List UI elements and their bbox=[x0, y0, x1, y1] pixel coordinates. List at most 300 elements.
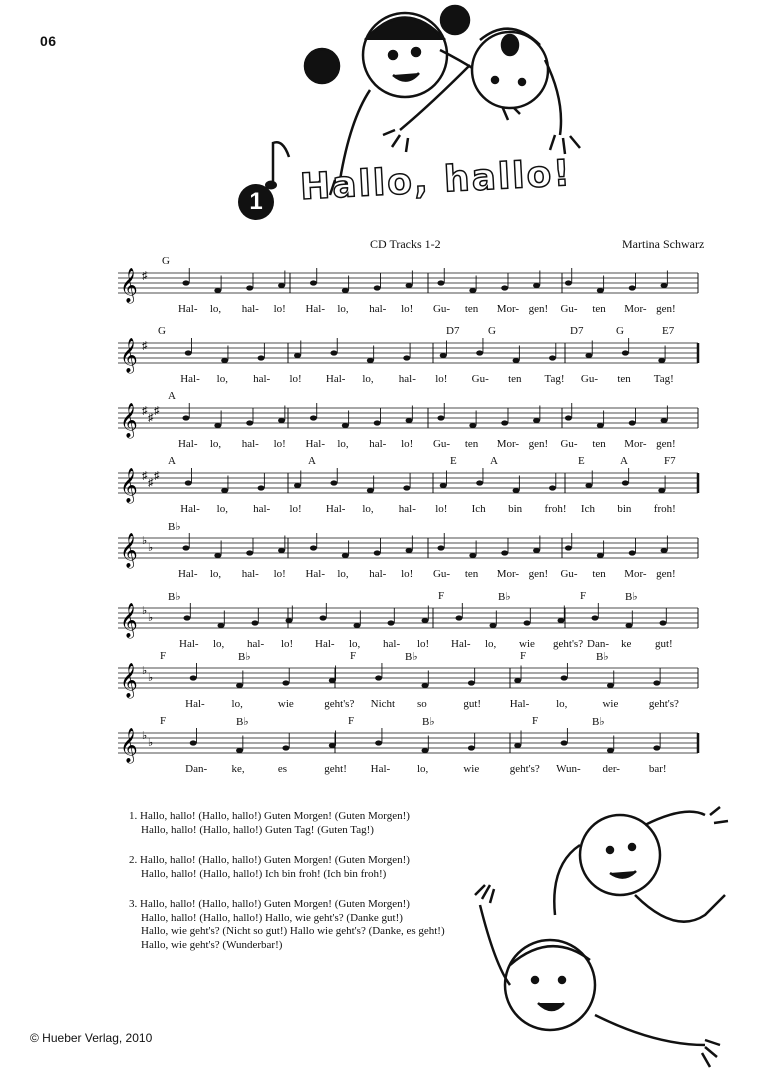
note-head bbox=[597, 423, 604, 428]
verse-line: Hallo, hallo! (Hallo, hallo!) Guten Tag! (Guten Tag!) bbox=[141, 823, 374, 836]
note-head bbox=[329, 678, 336, 683]
lyric-syllable: wie bbox=[277, 698, 294, 710]
note-head bbox=[653, 680, 660, 685]
lyric-syllable: lo, bbox=[209, 303, 222, 315]
note-head bbox=[514, 678, 521, 683]
lyric-syllable: Dan- bbox=[185, 763, 208, 775]
chord-symbol: B♭ bbox=[592, 716, 605, 728]
note-head bbox=[342, 423, 349, 428]
lyric-syllable: Gu- bbox=[432, 568, 451, 580]
note-head bbox=[592, 615, 599, 620]
chord-symbol: E bbox=[450, 455, 457, 467]
lyric-syllable: hal- bbox=[241, 438, 259, 450]
note-head bbox=[406, 283, 413, 288]
lyric-syllable: lo! bbox=[435, 373, 448, 385]
lyric-syllable: hal- bbox=[369, 568, 387, 580]
chord-symbol: G bbox=[158, 325, 166, 337]
note-head bbox=[558, 618, 565, 623]
note-head bbox=[190, 740, 197, 745]
note-head bbox=[246, 550, 253, 555]
lyric-syllable: Tag! bbox=[544, 373, 565, 385]
note-head bbox=[422, 618, 429, 623]
note-head bbox=[310, 545, 317, 550]
lyric-syllable: ten bbox=[464, 568, 479, 580]
lyric-syllable: Hal- bbox=[305, 568, 325, 580]
lyric-syllable: Hal- bbox=[177, 568, 198, 580]
lyric-syllable: lo, bbox=[556, 698, 568, 710]
lyric-syllable: ten bbox=[464, 303, 479, 315]
lyric-syllable: gen! bbox=[528, 438, 549, 450]
verse-line: Hallo, wie geht's? (Nicht so gut!) Hallo wie geht's? (Danke, es geht!) bbox=[141, 925, 445, 937]
note-head bbox=[388, 620, 395, 625]
lyric-syllable: lo, bbox=[231, 698, 243, 710]
chord-symbol: B♭ bbox=[405, 651, 418, 663]
lyric-syllable: Hal- bbox=[305, 438, 325, 450]
chord-symbol: A bbox=[490, 455, 498, 467]
note-head bbox=[406, 548, 413, 553]
lyric-syllable: geht's? bbox=[648, 698, 679, 710]
note-head bbox=[629, 550, 636, 555]
lyric-syllable: hal- bbox=[383, 638, 401, 650]
copyright-notice: © Hueber Verlag, 2010 bbox=[30, 1031, 153, 1045]
lyric-syllable: Mor- bbox=[624, 303, 647, 315]
lyric-syllable: Gu- bbox=[560, 438, 578, 450]
lyric-syllable: bin bbox=[508, 503, 523, 515]
note-head bbox=[597, 288, 604, 293]
lyric-syllable: wie bbox=[463, 763, 480, 775]
key-signature-accidental: ♭ bbox=[142, 535, 148, 547]
note-head bbox=[182, 415, 189, 420]
note-head bbox=[469, 423, 476, 428]
lyric-syllable: hal- bbox=[247, 638, 265, 650]
lyric-syllable: Hal- bbox=[177, 303, 198, 315]
lyric-syllable: Hal- bbox=[179, 638, 199, 650]
note-head bbox=[437, 280, 444, 285]
lyric-syllable: Hal- bbox=[509, 698, 530, 710]
lyric-syllable: lo, bbox=[362, 503, 374, 515]
note-head bbox=[629, 285, 636, 290]
note-head bbox=[182, 280, 189, 285]
lyric-syllable: lo! bbox=[281, 638, 294, 650]
chord-symbol: A bbox=[168, 390, 176, 402]
treble-clef-icon: 𝄞 bbox=[120, 728, 138, 763]
lyric-syllable: lo! bbox=[273, 438, 286, 450]
note-head bbox=[653, 745, 660, 750]
note-head bbox=[597, 553, 604, 558]
verse-line: 1. Hallo, hallo! (Hallo, hallo!) Guten Morgen! (Guten Morgen!) bbox=[129, 810, 410, 822]
lyric-syllable: Hal- bbox=[177, 438, 198, 450]
note-head bbox=[185, 350, 192, 355]
lyric-syllable: Gu- bbox=[580, 373, 599, 385]
lyric-syllable: ten bbox=[464, 438, 479, 450]
lyric-syllable: lo, bbox=[362, 373, 374, 385]
note-head bbox=[565, 415, 572, 420]
lyric-syllable: lo! bbox=[401, 568, 414, 580]
lyric-syllable: lo, bbox=[349, 638, 361, 650]
lyric-syllable: Mor- bbox=[496, 303, 520, 315]
track-number-badge: 1 bbox=[238, 184, 274, 220]
key-signature-accidental: ♭ bbox=[148, 612, 154, 624]
note-head bbox=[476, 350, 483, 355]
note-head bbox=[403, 355, 410, 360]
note-head bbox=[282, 745, 289, 750]
song-author: Martina Schwarz bbox=[622, 237, 705, 251]
lyric-syllable: lo! bbox=[289, 503, 302, 515]
chord-symbol: F7 bbox=[664, 455, 676, 467]
chord-symbol: F bbox=[160, 650, 167, 662]
chord-symbol: A bbox=[168, 455, 176, 467]
note-head bbox=[626, 623, 633, 628]
note-head bbox=[320, 615, 327, 620]
lyric-syllable: Hal- bbox=[315, 638, 335, 650]
lyric-syllable: lo, bbox=[216, 503, 228, 515]
note-head bbox=[258, 355, 265, 360]
note-head bbox=[330, 350, 337, 355]
chord-symbol: F bbox=[520, 650, 527, 662]
note-head bbox=[374, 420, 381, 425]
lyric-syllable: der- bbox=[602, 763, 620, 775]
lyric-syllable: wie bbox=[519, 638, 535, 650]
lyric-syllable: gen! bbox=[656, 568, 676, 580]
key-signature-accidental: ♭ bbox=[142, 730, 148, 742]
chord-symbol: G bbox=[616, 325, 624, 337]
lyric-syllable: Ich bbox=[471, 503, 486, 515]
note-head bbox=[501, 550, 508, 555]
note-head bbox=[354, 623, 361, 628]
lyric-syllable: lo! bbox=[289, 373, 302, 385]
lyric-syllable: Gu- bbox=[432, 303, 451, 315]
verse-2 bbox=[129, 854, 489, 881]
music-note-icon bbox=[265, 135, 295, 195]
verse-line: Hallo, hallo! (Hallo, hallo!) Hallo, wie geht's? (Danke gut!) bbox=[141, 911, 403, 924]
lyric-syllable: ke, bbox=[231, 763, 245, 775]
lyric-syllable: gut! bbox=[655, 638, 673, 650]
note-head bbox=[422, 683, 429, 688]
key-signature-accidental: ♯ bbox=[142, 270, 148, 282]
chord-symbol: F bbox=[348, 715, 355, 727]
note-head bbox=[403, 485, 410, 490]
chord-symbol: G bbox=[488, 325, 496, 337]
chord-symbol: B♭ bbox=[238, 651, 251, 663]
lyric-syllable: froh! bbox=[544, 503, 567, 515]
note-head bbox=[252, 620, 259, 625]
note-head bbox=[490, 623, 497, 628]
key-signature-accidental: ♯ bbox=[154, 405, 160, 417]
lyric-syllable: bin bbox=[617, 503, 632, 515]
children-illustration-bottom bbox=[470, 785, 750, 1075]
note-head bbox=[501, 285, 508, 290]
lyric-syllable: lo, bbox=[216, 373, 228, 385]
note-head bbox=[660, 620, 667, 625]
lyric-syllable: hal- bbox=[253, 373, 271, 385]
note-head bbox=[533, 418, 540, 423]
lyric-syllable: geht's? bbox=[509, 763, 540, 775]
chord-symbol: F bbox=[160, 715, 167, 727]
note-head bbox=[468, 680, 475, 685]
key-signature-accidental: ♯ bbox=[148, 477, 154, 489]
lyric-syllable: lo! bbox=[401, 303, 414, 315]
chord-symbol: F bbox=[438, 590, 445, 602]
treble-clef-icon: 𝄞 bbox=[120, 468, 138, 503]
note-head bbox=[661, 418, 668, 423]
staff-lines bbox=[0, 325, 763, 385]
chord-symbol: D7 bbox=[570, 325, 584, 337]
lyric-syllable: Hal- bbox=[325, 373, 346, 385]
note-head bbox=[375, 675, 382, 680]
lyric-syllable: lo, bbox=[337, 303, 349, 315]
treble-clef-icon: 𝄞 bbox=[120, 338, 138, 373]
chord-symbol: B♭ bbox=[596, 651, 609, 663]
verse-line: 3. Hallo, hallo! (Hallo, hallo!) Guten Morgen! (Guten Morgen!) bbox=[129, 898, 410, 910]
note-head bbox=[375, 740, 382, 745]
key-signature-accidental: ♭ bbox=[148, 672, 154, 684]
lyric-syllable: froh! bbox=[653, 503, 676, 515]
note-head bbox=[440, 483, 447, 488]
note-head bbox=[629, 420, 636, 425]
note-head bbox=[190, 675, 197, 680]
note-head bbox=[218, 623, 225, 628]
lyric-syllable: lo! bbox=[401, 438, 414, 450]
treble-clef-icon: 𝄞 bbox=[120, 403, 138, 438]
lyric-syllable: ten bbox=[617, 373, 631, 385]
lyric-syllable: Dan- bbox=[587, 638, 609, 650]
lyric-syllable: Mor- bbox=[624, 568, 647, 580]
lyric-syllable: gut! bbox=[463, 698, 482, 710]
lyric-syllable: gen! bbox=[656, 438, 676, 450]
chord-symbol: B♭ bbox=[422, 716, 435, 728]
lyric-syllable: geht's? bbox=[553, 638, 584, 650]
lyric-syllable: Hal- bbox=[325, 503, 346, 515]
note-head bbox=[533, 548, 540, 553]
lyric-syllable: lo, bbox=[337, 438, 349, 450]
note-head bbox=[440, 353, 447, 358]
note-head bbox=[549, 355, 556, 360]
lyric-syllable: lo! bbox=[273, 303, 286, 315]
verse-list bbox=[129, 810, 489, 969]
note-head bbox=[549, 485, 556, 490]
note-head bbox=[561, 740, 568, 745]
lyric-syllable: Mor- bbox=[496, 438, 520, 450]
note-head bbox=[561, 675, 568, 680]
treble-clef-icon: 𝄞 bbox=[120, 603, 138, 638]
lyric-syllable: Gu- bbox=[560, 303, 578, 315]
lyric-syllable: Hal- bbox=[370, 763, 391, 775]
note-head bbox=[294, 353, 301, 358]
note-head bbox=[185, 480, 192, 485]
key-signature-accidental: ♯ bbox=[148, 412, 154, 424]
lyric-syllable: lo, bbox=[485, 638, 497, 650]
page-number: 06 bbox=[40, 33, 57, 49]
note-head bbox=[246, 285, 253, 290]
note-head bbox=[329, 743, 336, 748]
lyric-syllable: hal- bbox=[241, 303, 259, 315]
note-head bbox=[658, 488, 665, 493]
note-head bbox=[214, 423, 221, 428]
cd-tracks-label: CD Tracks 1-2 bbox=[370, 237, 441, 251]
key-signature-accidental: ♭ bbox=[142, 665, 148, 677]
note-head bbox=[661, 283, 668, 288]
note-head bbox=[658, 358, 665, 363]
verse-line: Hallo, hallo! (Hallo, hallo!) Ich bin froh! (Ich bin froh!) bbox=[141, 867, 387, 880]
key-signature-accidental: ♯ bbox=[142, 470, 148, 482]
lyric-syllable: lo! bbox=[435, 503, 448, 515]
note-head bbox=[524, 620, 531, 625]
lyric-syllable: hal- bbox=[241, 568, 259, 580]
chord-symbol: B♭ bbox=[498, 591, 511, 603]
lyric-syllable: Gu- bbox=[560, 568, 578, 580]
chord-symbol: F bbox=[350, 650, 357, 662]
chord-symbol: A bbox=[308, 455, 316, 467]
lyric-syllable: hal- bbox=[369, 438, 387, 450]
note-head bbox=[607, 748, 614, 753]
note-head bbox=[286, 618, 293, 623]
lyric-syllable: hal- bbox=[398, 503, 416, 515]
chord-symbol: A bbox=[620, 455, 628, 467]
key-signature-accidental: ♭ bbox=[142, 605, 148, 617]
note-head bbox=[278, 418, 285, 423]
note-head bbox=[585, 353, 592, 358]
lyric-syllable: Hal- bbox=[185, 698, 205, 710]
note-head bbox=[236, 683, 243, 688]
note-head bbox=[278, 283, 285, 288]
key-signature-accidental: ♯ bbox=[142, 405, 148, 417]
note-head bbox=[513, 488, 520, 493]
note-head bbox=[310, 280, 317, 285]
note-head bbox=[469, 553, 476, 558]
lyric-syllable: Ich bbox=[580, 503, 595, 515]
lyric-syllable: so bbox=[417, 698, 427, 710]
verse-3 bbox=[129, 898, 489, 952]
chord-symbol: E7 bbox=[662, 325, 675, 337]
lyric-syllable: hal- bbox=[398, 373, 416, 385]
lyric-syllable: ten bbox=[592, 438, 606, 450]
note-head bbox=[437, 545, 444, 550]
note-head bbox=[422, 748, 429, 753]
note-head bbox=[585, 483, 592, 488]
verse-line: Hallo, wie geht's? (Wunderbar!) bbox=[141, 938, 283, 951]
lyric-syllable: ten bbox=[592, 568, 606, 580]
lyric-syllable: Wun- bbox=[556, 763, 581, 775]
chord-symbol: B♭ bbox=[168, 591, 181, 603]
treble-clef-icon: 𝄞 bbox=[120, 533, 138, 568]
lyric-syllable: lo, bbox=[209, 568, 222, 580]
lyric-syllable: lo! bbox=[417, 638, 430, 650]
note-head bbox=[476, 480, 483, 485]
chord-symbol: B♭ bbox=[236, 716, 249, 728]
note-head bbox=[342, 288, 349, 293]
key-signature-accidental: ♯ bbox=[142, 340, 148, 352]
verse-1 bbox=[129, 810, 489, 837]
note-head bbox=[501, 420, 508, 425]
note-head bbox=[236, 748, 243, 753]
note-head bbox=[406, 418, 413, 423]
note-head bbox=[278, 548, 285, 553]
note-head bbox=[622, 480, 629, 485]
chord-symbol: B♭ bbox=[625, 591, 638, 603]
note-head bbox=[184, 615, 191, 620]
chord-symbol: G bbox=[162, 255, 170, 267]
note-head bbox=[622, 350, 629, 355]
note-head bbox=[514, 743, 521, 748]
lyric-syllable: hal- bbox=[253, 503, 271, 515]
staff-lines bbox=[0, 590, 763, 650]
note-head bbox=[456, 615, 463, 620]
note-head bbox=[565, 280, 572, 285]
key-signature-accidental: ♭ bbox=[148, 542, 154, 554]
note-head bbox=[367, 488, 374, 493]
lyric-syllable: Hal- bbox=[451, 638, 471, 650]
note-head bbox=[469, 288, 476, 293]
note-head bbox=[342, 553, 349, 558]
note-head bbox=[367, 358, 374, 363]
note-head bbox=[221, 488, 228, 493]
lyric-syllable: lo, bbox=[209, 438, 222, 450]
lyric-syllable: Tag! bbox=[653, 373, 674, 385]
lyric-syllable: Gu- bbox=[432, 438, 451, 450]
lyric-syllable: ke bbox=[621, 638, 632, 650]
note-head bbox=[607, 683, 614, 688]
note-head bbox=[214, 553, 221, 558]
lyric-syllable: gen! bbox=[528, 568, 549, 580]
treble-clef-icon: 𝄞 bbox=[120, 663, 138, 698]
note-head bbox=[533, 283, 540, 288]
key-signature-accidental: ♭ bbox=[148, 737, 154, 749]
note-head bbox=[513, 358, 520, 363]
note-head bbox=[246, 420, 253, 425]
lyric-syllable: Nicht bbox=[370, 698, 396, 710]
chord-symbol: E bbox=[578, 455, 585, 467]
lyric-syllable: gen! bbox=[656, 303, 676, 315]
lyric-syllable: geht! bbox=[324, 763, 347, 775]
chord-symbol: F bbox=[532, 715, 539, 727]
note-head bbox=[282, 680, 289, 685]
treble-clef-icon: 𝄞 bbox=[120, 268, 138, 303]
lyric-syllable: wie bbox=[602, 698, 619, 710]
lyric-syllable: lo! bbox=[273, 568, 286, 580]
lyric-syllable: gen! bbox=[528, 303, 549, 315]
note-head bbox=[330, 480, 337, 485]
lyric-syllable: Hal- bbox=[305, 303, 325, 315]
song-title: Hallo, hallo! bbox=[299, 152, 573, 209]
chord-symbol: D7 bbox=[446, 325, 460, 337]
note-head bbox=[565, 545, 572, 550]
note-head bbox=[374, 285, 381, 290]
note-head bbox=[182, 545, 189, 550]
note-head bbox=[294, 483, 301, 488]
lyric-syllable: ten bbox=[508, 373, 522, 385]
note-head bbox=[221, 358, 228, 363]
lyric-syllable: ten bbox=[592, 303, 606, 315]
note-head bbox=[437, 415, 444, 420]
lyric-syllable: geht's? bbox=[324, 698, 355, 710]
lyric-syllable: Hal- bbox=[180, 503, 200, 515]
lyric-syllable: Mor- bbox=[496, 568, 520, 580]
lyric-syllable: es bbox=[277, 763, 288, 775]
chord-symbol: F bbox=[580, 590, 587, 602]
lyric-syllable: Gu- bbox=[471, 373, 489, 385]
note-head bbox=[661, 548, 668, 553]
note-head bbox=[310, 415, 317, 420]
lyric-syllable: bar! bbox=[648, 763, 667, 775]
staff-lines bbox=[0, 455, 763, 515]
lyric-syllable: Mor- bbox=[624, 438, 647, 450]
note-head bbox=[214, 288, 221, 293]
verse-line: 2. Hallo, hallo! (Hallo, hallo!) Guten Morgen! (Guten Morgen!) bbox=[129, 854, 410, 866]
lyric-syllable: hal- bbox=[369, 303, 387, 315]
lyric-syllable: lo, bbox=[417, 763, 429, 775]
note-head bbox=[258, 485, 265, 490]
note-head bbox=[374, 550, 381, 555]
